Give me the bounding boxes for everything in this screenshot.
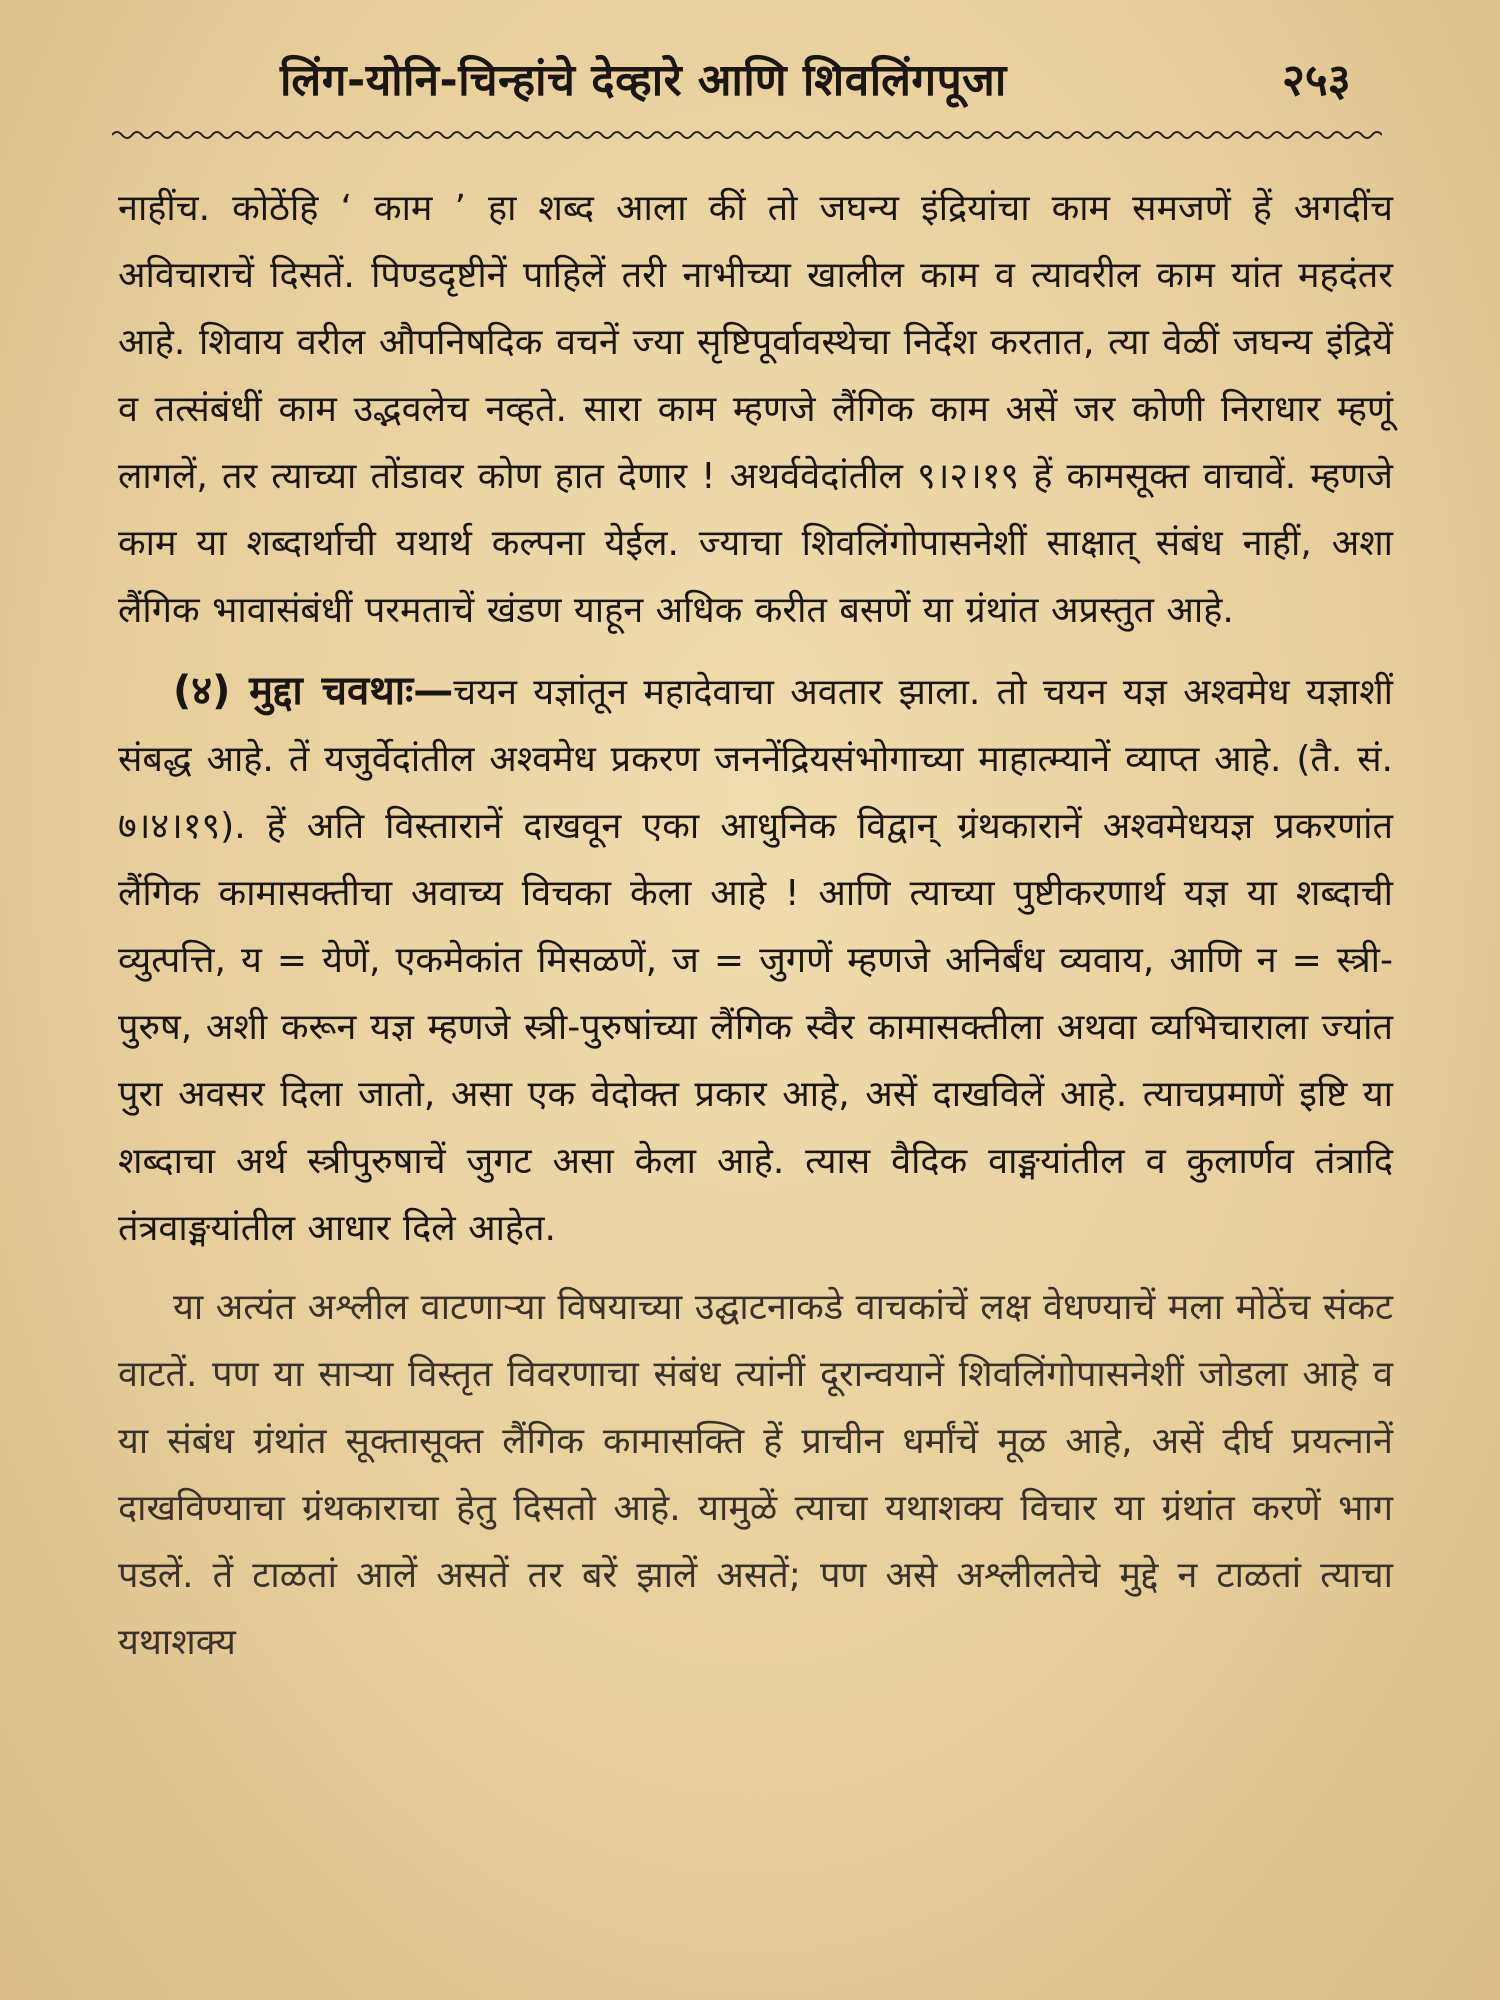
body-text bbox=[118, 175, 1393, 1676]
paragraph-2-body: चयन यज्ञांतून महादेवाचा अवतार झाला. तो चयन यज्ञ अश्वमेध यज्ञाशीं संबद्ध आहे. तें यजुर्वेदांतील अश्वमेध प्रकरण जननेंद्रियसंभोगाच्या माहात्म्यानें व्याप्त आहे. (तै. सं. ७।४।१९). हें अति विस्तारानें दाखवून एका आधुनिक विद्वान् ग्रंथकारानें अश्वमेधयज्ञ प्रकरणांत लैंगिक कामासक्तीचा अवाच्य विचका केला आहे ! आणि त्याच्या पुष्टीकरणार्थ यज्ञ या शब्दाची व्युत्पत्ति, य = येणें, एकमेकांत मिसळणें, ज = जुगणें म्हणजे अनिर्बंध व्यवाय, आणि न = स्त्री-पुरुष, अशी करून यज्ञ म्हणजे स्त्री-पुरुषांच्या लैंगिक स्वैर कामासक्तीला अथवा व्यभिचाराला ज्यांत पुरा अवसर दिला जातो, असा एक वेदोक्त प्रकार आहे, असें दाखविलें आहे. त्याचप्रमाणें इष्टि या शब्दाचा अर्थ स्त्रीपुरुषाचें जुगट असा केला आहे. त्यास वैदिक वाङ्मयांतील व कुलार्णव तंत्रादि तंत्रवाङ्मयांतील आधार दिले आहेत. bbox=[118, 672, 1394, 1249]
header-wavy-rule bbox=[112, 128, 1382, 142]
point-four-heading: (४) मुद्दा चवथाः— bbox=[173, 668, 454, 714]
paragraph-3: या अत्यंत अश्लील वाटणाऱ्या विषयाच्या उद्घाटनाकडे वाचकांचें लक्ष वेधण्याचें मला मोठेंच संकट वाटतें. पण या साऱ्या विस्तृत विवरणाचा संबंध त्यांनीं दूरान्वयानें शिवलिंगोपासनेशीं जोडला आहे व या संबंध ग्रंथांत सूक्तासूक्त लैंगिक कामासक्ति हें प्राचीन धर्मांचें मूळ आहे, असें दीर्घ प्रयत्नानें दाखविण्याचा ग्रंथकाराचा हेतु दिसतो आहे. यामुळें त्याचा यथाशक्य विचार या ग्रंथांत करणें भाग पडलें. तें टाळतां आलें असतें तर बरें झालें असतें; पण असे अश्लीलतेचे मुद्दे न टाळतां त्याचा यथाशक्य bbox=[118, 1287, 1393, 1663]
running-title: लिंग-योनि-चिन्हांचे देव्हारे आणि शिवलिंगपूजा bbox=[280, 55, 1007, 106]
paragraph-2 bbox=[118, 658, 1393, 1262]
page-number: २५३ bbox=[1282, 55, 1351, 106]
paragraph-1: नाहींच. कोठेंहि ‘ काम ’ हा शब्द आला कीं तो जघन्य इंद्रियांचा काम समजणें हें अगदींच अविचाराचें दिसतें. पिण्डदृष्टीनें पाहिलें तरी नाभीच्या खालील काम व त्यावरील काम यांत महदंतर आहे. शिवाय वरील औपनिषदिक वचनें ज्या सृष्टिपूर्वावस्थेचा निर्देश करतात, त्या वेळीं जघन्य इंद्रियें व तत्संबंधीं काम उद्भवलेच नव्हते. सारा काम म्हणजे लैंगिक काम असें जर कोणी निराधार म्हणूं लागलें, तर त्याच्या तोंडावर कोण हात देणार ! अथर्ववेदांतील ९।२।१९ हें कामसूक्त वाचावें. म्हणजे काम या शब्दार्थाची यथार्थ कल्पना येईल. ज्याचा शिवलिंगोपासनेशीं साक्षात् संबंध नाहीं, अशा लैंगिक भावासंबंधीं परमताचें खंडण याहून अधिक करीत बसणें या ग्रंथांत अप्रस्तुत आहे. bbox=[118, 188, 1393, 631]
page-header bbox=[0, 48, 1500, 128]
